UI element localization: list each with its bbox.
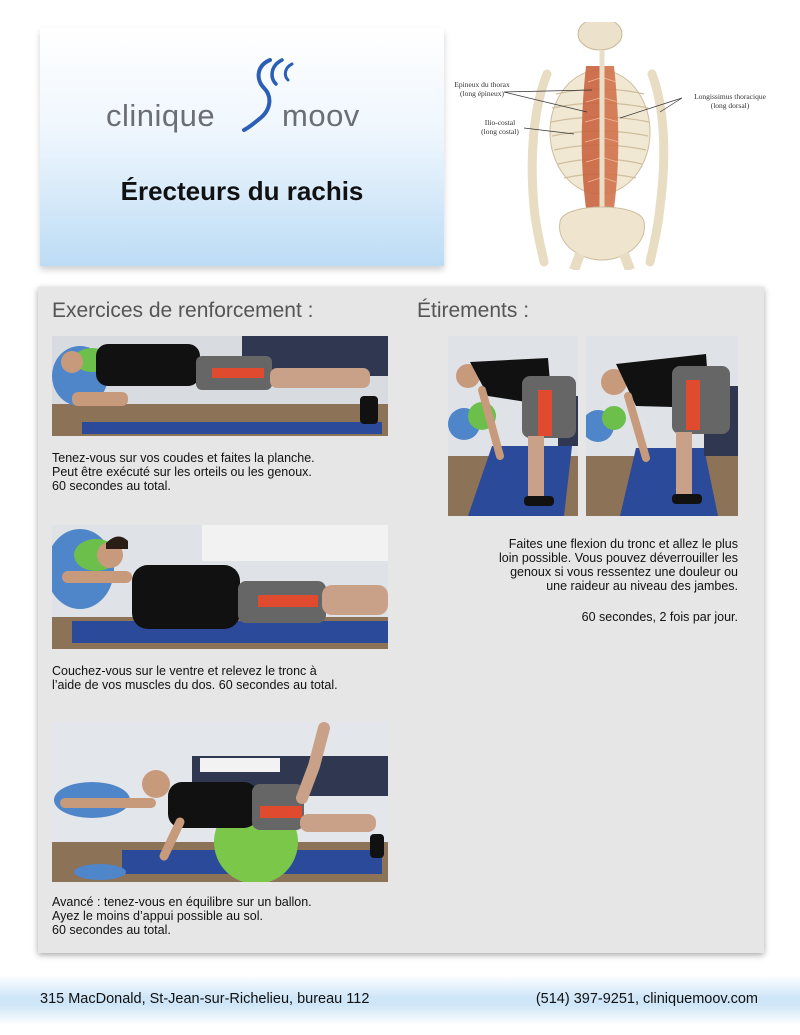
back-extension-caption: Couchez-vous sur le ventre et relevez le tronc à l’aide de vos muscles du dos. 60 secondes au total. (52, 664, 338, 692)
stretch-duration: 60 secondes, 2 fois par jour. (581, 610, 738, 624)
logo-text-clinique: clinique (106, 98, 216, 133)
clinique-moov-logo (106, 56, 386, 146)
plank-photo (52, 336, 388, 436)
spine-anatomy-illustration (452, 22, 782, 270)
stretch-photo-front (586, 336, 738, 516)
stretching-title: Étirements : (417, 299, 530, 322)
logo-text-moov: moov (282, 98, 360, 133)
stretch-caption: Faites une flexion du tronc et allez le plus loin possible. Vous pouvez déverrouiller les genoux si vous ressentez une douleur ou une raideur au niveau des jambes. (498, 537, 738, 593)
stretch-photo-side (448, 336, 578, 516)
exercise-panel (38, 287, 764, 953)
footer-bar (0, 975, 800, 1025)
page-title: Érecteurs du rachis (120, 176, 364, 206)
skeleton-figure (452, 22, 782, 270)
plank-caption: Tenez-vous sur vos coudes et faites la planche. Peut être exécuté sur les orteils ou les genoux. 60 secondes au total. (52, 451, 315, 493)
header-card (40, 28, 444, 266)
label-epineux: Epineux du thorax (long épineux) (454, 80, 510, 98)
ball-balance-caption: Avancé : tenez-vous en équilibre sur un ballon. Ayez le moins d’appui possible au sol. 60 secondes au total. (52, 895, 312, 937)
label-iliocostal: Ilio-costal (long costal) (481, 118, 519, 136)
label-longissimus: Longissimus thoracique (long dorsal) (694, 92, 766, 110)
ball-balance-photo (52, 722, 388, 882)
back-extension-photo (52, 525, 388, 649)
strengthening-title: Exercices de renforcement : (52, 299, 314, 322)
footer-contact[interactable]: (514) 397-9251, cliniquemoov.com (535, 991, 758, 1007)
footer-address: 315 MacDonald, St-Jean-sur-Richelieu, bureau 112 (40, 991, 370, 1007)
